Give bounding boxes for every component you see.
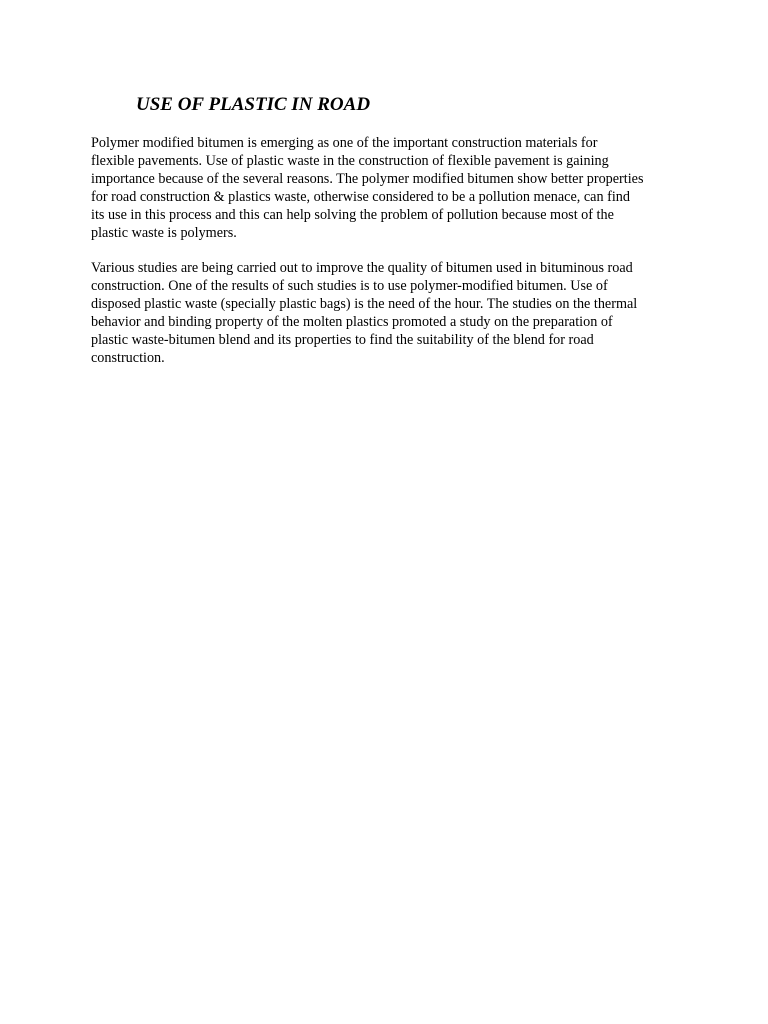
paragraph-line: flexible pavements. Use of plastic waste in the construction of flexible pavement is gaining [91, 152, 609, 169]
paragraph-line: construction. [91, 349, 165, 366]
paragraph-line: disposed plastic waste (specially plastic bags) is the need of the hour. The studies on the thermal [91, 295, 638, 312]
paragraph-2 [91, 260, 691, 367]
paragraph-line: importance because of the several reasons. The polymer modified bitumen show better properties [91, 170, 644, 187]
paragraph-line: Various studies are being carried out to improve the quality of bitumen used in bituminous road [91, 260, 633, 276]
paragraph-1 [91, 135, 691, 242]
document-title: USE OF PLASTIC IN ROAD [136, 94, 371, 115]
paragraph-line: for road construction & plastics waste, otherwise considered to be a pollution menace, can find [91, 188, 630, 205]
paragraph-line: its use in this process and this can help solving the problem of pollution because most of the [91, 206, 614, 223]
paragraph-line: plastic waste-bitumen blend and its properties to find the suitability of the blend for road [91, 331, 594, 348]
paragraph-line: plastic waste is polymers. [91, 224, 237, 241]
paragraph-line: Polymer modified bitumen is emerging as one of the important construction materials for [91, 135, 598, 151]
paragraph-line: construction. One of the results of such studies is to use polymer-modified bitumen. Use of [91, 277, 608, 294]
paragraph-line: behavior and binding property of the molten plastics promoted a study on the preparation of [91, 313, 613, 330]
